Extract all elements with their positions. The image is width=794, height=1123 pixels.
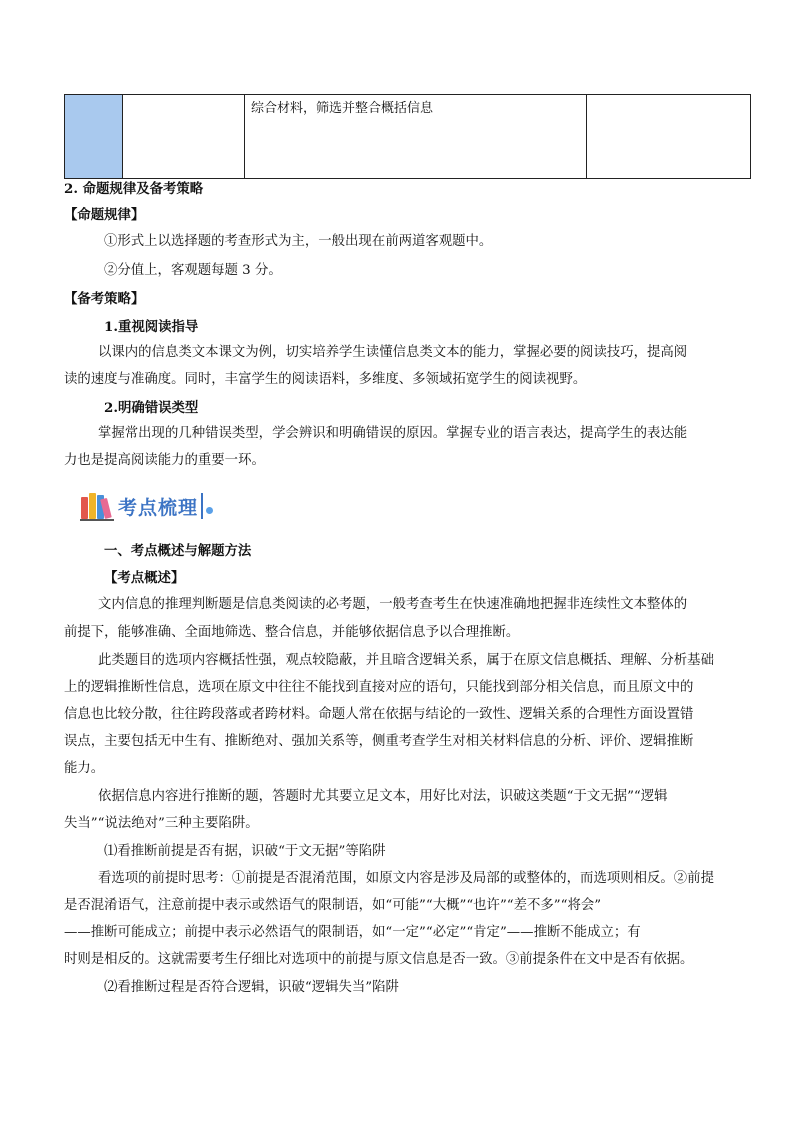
table-cell-highlight [65, 95, 123, 179]
paragraph-line: 看选项的前提时思考：①前提是否混淆范围，如原文内容是涉及局部的或整体的，而选项则相反。②前提 [98, 871, 714, 886]
strategy-sub2-line: 掌握常出现的几种错误类型，学会辨识和明确错误的原因。掌握专业的语言表达，提高学生的表达能 [98, 426, 688, 441]
method-item-2-title: ⑵看推断过程是否符合逻辑，识破“逻辑失当”陷阱 [104, 980, 399, 995]
paragraph-line: 上的逻辑推断性信息，选项在原文中往往不能找到直接对应的语句，只能找到部分相关信息，而且原文中的 [64, 680, 694, 695]
paragraph-line: 前提下，能够准确、全面地筛选、整合信息，并能够依据信息予以合理推断。 [64, 625, 520, 640]
section2-heading: 2. 命题规律及备考策略 [64, 181, 204, 197]
table-cell [123, 95, 245, 179]
paragraph-line: 依据信息内容进行推断的题，答题时尤其要立足文本，用好比对法，识破这类题“于文无据”“逻辑 [98, 789, 668, 804]
books-icon [80, 491, 116, 521]
banner-dot [206, 507, 213, 514]
table-cell [587, 95, 751, 179]
section1-heading: 一、考点概述与解题方法 [104, 543, 252, 559]
strategy-sub1-line: 以课内的信息类文本课文为例，切实培养学生读懂信息类文本的能力，掌握必要的阅读技巧，提高阅 [98, 345, 688, 360]
strategy-sub1-title: 1.重视阅读指导 [104, 319, 199, 335]
strategy-sub2-line: 力也是提高阅读能力的重要一环。 [64, 453, 265, 468]
banner-title: 考点梳理 [118, 496, 199, 519]
rule-item-2: ②分值上，客观题每题 3 分。 [104, 263, 282, 278]
table-cell-text: 综合材料，筛选并整合概括信息 [245, 95, 587, 179]
paragraph-line: ——推断可能成立；前提中表示必然语气的限制语，如“一定”“必定”“肯定”——推断不能成立；有 [64, 925, 641, 940]
strategy-sub2-title: 2.明确错误类型 [104, 400, 199, 416]
paragraph-line: 时则是相反的。这就需要考生仔细比对选项中的前提与原文信息是否一致。③前提条件在文中是否有依据。 [64, 952, 694, 967]
paragraph-line: 失当”“说法绝对”三种主要陷阱。 [64, 816, 259, 831]
paragraph-line: 文内信息的推理判断题是信息类阅读的必考题，一般考查考生在快速准确地把握非连续性文本整体的 [98, 597, 688, 612]
paragraph-line: 此类题目的选项内容概括性强，观点较隐蔽，并且暗含逻辑关系，属于在原文信息概括、理解、分析基础 [98, 653, 714, 668]
paragraph-line: 误点，主要包括无中生有、推断绝对、强加关系等，侧重考查学生对相关材料信息的分析、评价、逻辑推断 [64, 734, 694, 749]
summary-table-fragment [64, 94, 751, 179]
section-banner [80, 488, 213, 524]
paragraph-line: 是否混淆语气，注意前提中表示或然语气的限制语，如“可能”“大概”“也许”“差不多”“将会” [64, 898, 602, 913]
method-item-1-title: ⑴看推断前提是否有据，识破“于文无据”等陷阱 [104, 844, 386, 859]
table-row [65, 95, 751, 179]
paragraph-line: 信息也比较分散，往往跨段落或者跨材料。命题人常在依据与结论的一致性、逻辑关系的合理性方面设置错 [64, 707, 694, 722]
strategy-label: 【备考策略】 [64, 291, 145, 307]
paragraph-line: 能力。 [64, 761, 105, 776]
banner-divider [201, 493, 203, 519]
rule-label: 【命题规律】 [64, 207, 145, 223]
overview-label: 【考点概述】 [104, 570, 185, 586]
strategy-sub1-line: 读的速度与准确度。同时，丰富学生的阅读语料，多维度、多领域拓宽学生的阅读视野。 [64, 372, 587, 387]
rule-item-1: ①形式上以选择题的考查形式为主，一般出现在前两道客观题中。 [104, 234, 493, 249]
